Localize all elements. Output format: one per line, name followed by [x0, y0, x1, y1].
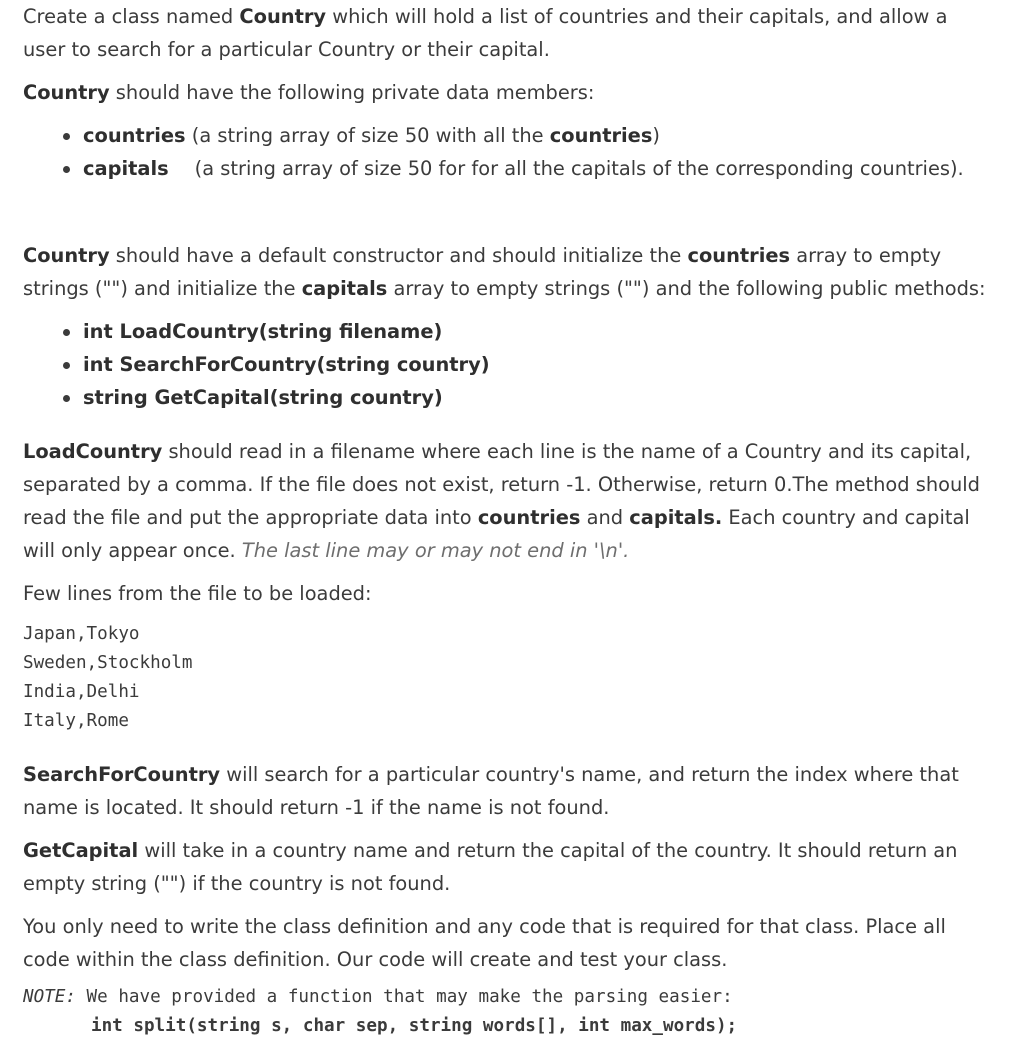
private-members-list — [23, 119, 987, 185]
newline-note: The last line may or may not end in '\n'. — [241, 539, 630, 562]
members-heading: Country should have the following private data members: — [23, 81, 595, 104]
note-label: NOTE: — [23, 987, 76, 1007]
code-line: Japan,Tokyo — [23, 624, 140, 644]
closing-paragraph: You only need to write the class definition and any code that is required for that class. Place all code within the class definition. Our code will create and test your class. — [23, 915, 946, 971]
split-signature: int split(string s, char sep, string words[], int max_words); — [91, 1016, 738, 1036]
code-line: Sweden,Stockholm — [23, 653, 193, 673]
code-line: Italy,Rome — [23, 711, 129, 731]
public-methods-list — [23, 315, 987, 414]
intro-paragraph: Create a class named Country which will hold a list of countries and their capitals, and allow a user to search for a particular Country or their capital. — [23, 5, 948, 61]
list-item: int SearchForCountry(string country) — [83, 348, 987, 381]
list-item: capitals (a string array of size 50 for for all the capitals of the corresponding countries). — [83, 152, 987, 185]
get-capital-paragraph: GetCapital will take in a country name and return the capital of the country. It should return an empty string ("") if the country is not found. — [23, 839, 958, 895]
list-item: int LoadCountry(string filename) — [83, 315, 987, 348]
class-name: Country — [239, 5, 327, 28]
load-country-paragraph: LoadCountry should read in a filename where each line is the name of a Country and its capital, separated by a comma. If the file does not exist, return -1. Otherwise, return 0.The method should read the file and put the appropriate data into countries and capitals. Each country and capital will only appear once. The last line may or may not end in '\n'. — [23, 440, 980, 562]
sample-file-lines — [23, 620, 987, 736]
note-block: NOTE: We have provided a function that may make the parsing easier: int split(string s, char sep, string words[], int max_words); — [23, 987, 738, 1036]
list-item: string GetCapital(string country) — [83, 381, 987, 414]
sample-label: Few lines from the file to be loaded: — [23, 582, 372, 605]
constructor-paragraph: Country should have a default constructor and should initialize the countries array to empty strings ("") and initialize the capitals array to empty strings ("") and the following public methods: — [23, 244, 986, 300]
search-paragraph: SearchForCountry will search for a particular country's name, and return the index where that name is located. It should return -1 if the name is not found. — [23, 763, 959, 819]
list-item: countries (a string array of size 50 with all the countries) — [83, 119, 987, 152]
code-line: India,Delhi — [23, 682, 140, 702]
